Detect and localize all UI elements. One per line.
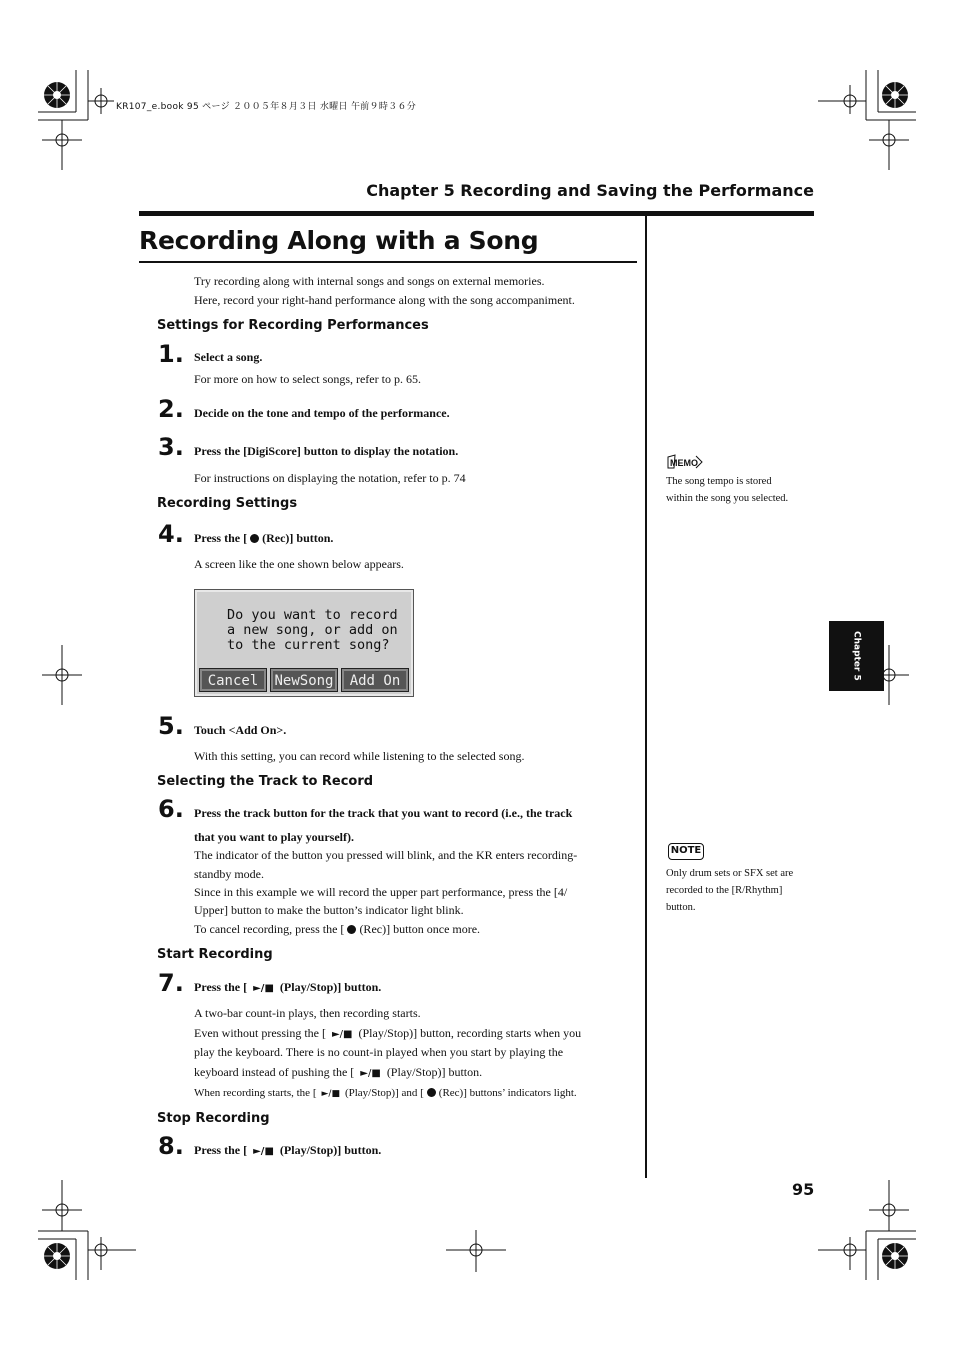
lcd-addon-button[interactable]: Add On [341,668,409,692]
note-icon: NOTE [668,843,704,860]
step-7-note-2-pre: Even without pressing the [ [194,1026,326,1040]
step-7-note-5-mid: (Play/Stop)] and [ [344,1087,424,1099]
lcd-newsong-button[interactable]: NewSong [270,668,338,692]
step-4-text [194,529,333,547]
step-7-note-5 [194,1084,577,1103]
page-title: Recording Along with a Song [139,226,539,255]
note-line-3: button. [666,902,696,913]
rec-icon [250,534,259,543]
step-7-note-4-post: (Play/Stop)] button. [386,1065,483,1079]
step-number-4: 4. [158,520,184,548]
step-number-8: 8. [158,1132,184,1160]
section-heading-start-recording: Start Recording [157,947,273,962]
step-4-note: A screen like the one shown below appears. [194,557,404,571]
step-7-note-2 [194,1024,581,1044]
rec-icon [347,925,356,934]
memo-icon [666,454,704,470]
lcd-message: Do you want to record a new song, or add on to the current song? [227,607,398,653]
step-8-pre: Press the [ [194,1143,248,1157]
memo-line-1: The song tempo is stored [666,476,772,487]
step-6-note-3: Since in this example we will record the upper part performance, press the [4/ [194,885,568,899]
step-7-post: (Play/Stop)] button. [279,980,382,994]
step-8-post: (Play/Stop)] button. [279,1143,382,1157]
step-6-note-5-pre: To cancel recording, press the [ [194,922,345,936]
step-number-5: 5. [158,712,184,740]
print-info: KR107_e.book 95 ページ ２００５年８月３日 水曜日 午前９時３６分 [116,102,417,112]
step-1-note: For more on how to select songs, refer to p. 65. [194,372,421,386]
step-7-note-3: play the keyboard. There is no count-in played when you start by playing the [194,1045,564,1059]
step-6-text-line-1: Press the track button for the track that you want to record (i.e., the track [194,806,573,820]
step-number-7: 7. [158,969,184,997]
step-6-note-4: Upper] button to make the button’s indicator light blink. [194,903,464,917]
step-7-text [194,978,381,998]
step-7-note-4-pre: keyboard instead of pushing the [ [194,1065,355,1079]
step-number-3: 3. [158,433,184,461]
step-3-note: For instructions on displaying the notation, refer to p. 74 [194,471,466,485]
note-line-2: recorded to the [R/Rhythm] [666,885,783,896]
step-6-note-2: standby mode. [194,867,264,881]
memo-label: MEMO [670,458,698,468]
play-stop-icon: ►/■ [331,1029,353,1040]
play-stop-icon: ►/■ [253,1146,274,1157]
step-number-6: 6. [158,795,184,823]
section-heading-selecting-track: Selecting the Track to Record [157,774,374,789]
rec-icon [427,1088,436,1097]
step-7-note-5-pre: When recording starts, the [ [194,1087,317,1099]
step-4-post: (Rec)] button. [262,531,334,545]
step-7-note-4 [194,1063,482,1083]
step-7-note-5-post: (Rec)] buttons’ indicators light. [438,1087,577,1099]
step-number-2: 2. [158,395,184,423]
section-heading-recording-settings: Recording Settings [157,496,298,511]
step-5-note: With this setting, you can record while listening to the selected song. [194,749,525,763]
chapter-header: Chapter 5 Recording and Saving the Performance [366,181,814,200]
section-heading-stop-recording: Stop Recording [157,1111,270,1126]
lcd-screen [194,589,414,697]
title-underline [139,261,637,263]
page-number: 95 [792,1180,815,1199]
step-5-text: Touch <Add On>. [194,723,287,737]
note-line-1: Only drum sets or SFX set are [666,868,794,879]
column-divider [645,216,647,1178]
chapter-tab-label: Chapter 5 [851,631,862,681]
chapter-tab [829,621,884,691]
section-heading-settings: Settings for Recording Performances [157,318,429,333]
step-number-1: 1. [158,340,184,368]
lcd-cancel-button[interactable]: Cancel [199,668,267,692]
step-2-text: Decide on the tone and tempo of the performance. [194,406,450,420]
step-6-text-line-2: that you want to play yourself). [194,830,355,844]
step-7-pre: Press the [ [194,980,248,994]
step-7-note-1: A two-bar count-in plays, then recording starts. [194,1006,421,1020]
step-7-note-2-post: (Play/Stop)] button, recording starts when you [358,1026,582,1040]
intro-line-2: Here, record your right-hand performance along with the song accompaniment. [194,293,575,307]
step-1-text: Select a song. [194,350,263,364]
top-rule [139,211,814,216]
play-stop-icon: ►/■ [253,983,274,994]
play-stop-icon: ►/■ [360,1068,381,1079]
step-3-text: Press the [DigiScore] button to display the notation. [194,444,459,458]
intro-line-1: Try recording along with internal songs and songs on external memories. [194,274,545,288]
step-6-note-1: The indicator of the button you pressed will blink, and the KR enters recording- [194,848,578,862]
play-stop-icon: ►/■ [321,1089,340,1099]
memo-line-2: within the song you selected. [666,493,789,504]
step-6-note-5-post: (Rec)] button once more. [359,922,481,936]
step-4-pre: Press the [ [194,531,248,545]
step-6-note-5 [194,920,480,938]
step-8-text [194,1141,381,1161]
